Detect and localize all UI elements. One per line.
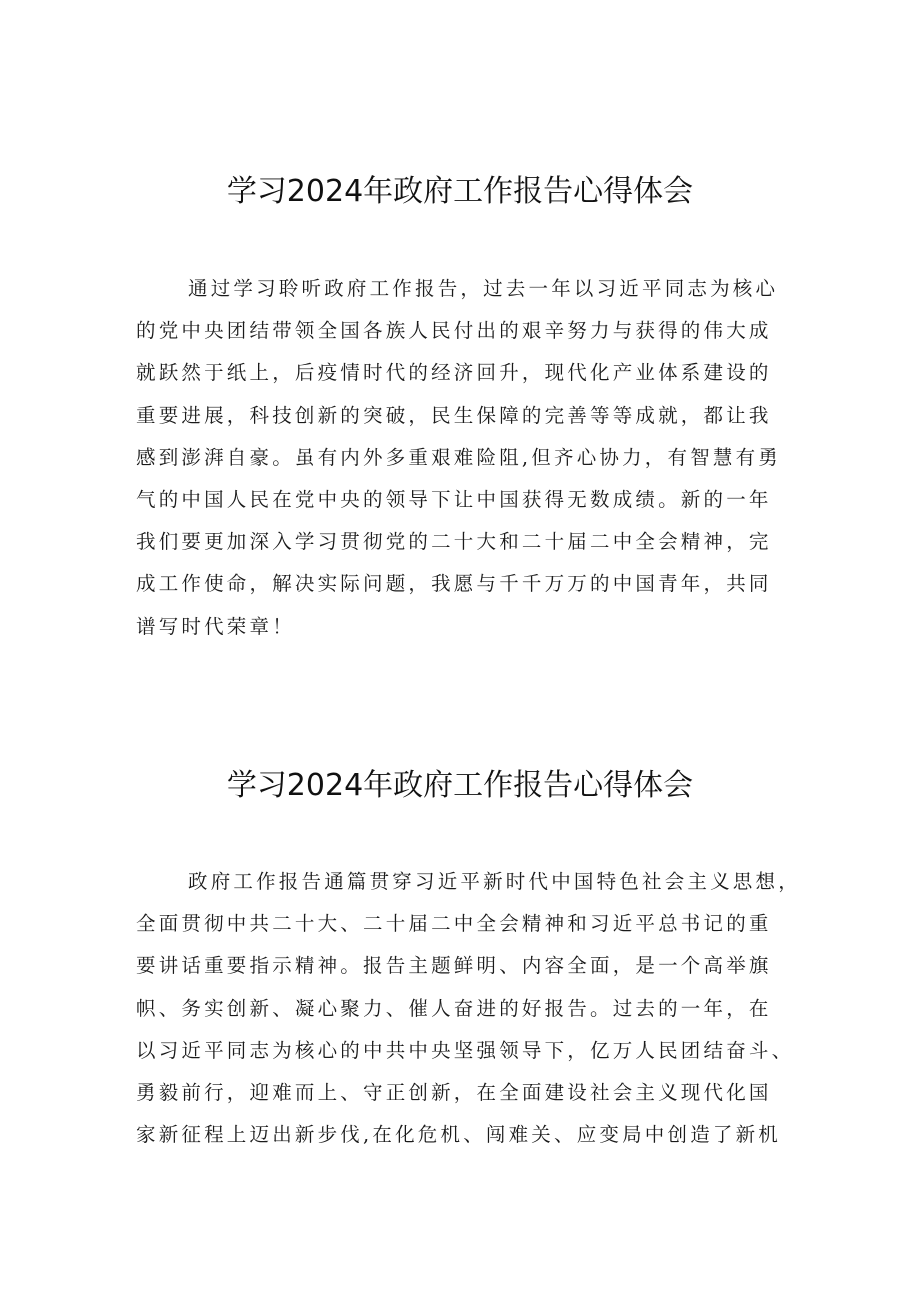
paragraph-line: 重要进展，科技创新的突破，民生保障的完善等等成就，都让我 bbox=[136, 403, 772, 427]
section-1-paragraph bbox=[136, 268, 792, 648]
paragraph-line: 全面贯彻中共二十大、二十届二中全会精神和习近平总书记的重 bbox=[136, 912, 772, 936]
section-2-paragraph bbox=[136, 861, 801, 1156]
paragraph-line: 政府工作报告通篇贯穿习近平新时代中国特色社会主义思想， bbox=[188, 870, 801, 893]
paragraph-line: 的党中央团结带领全国各族人民付出的艰辛努力与获得的伟大成 bbox=[136, 319, 772, 343]
paragraph-line: 气的中国人民在党中央的领导下让中国获得无数成绩。新的一年 bbox=[136, 488, 772, 512]
paragraph-line: 帜、务实创新、凝心聚力、催人奋进的好报告。过去的一年，在 bbox=[136, 996, 772, 1020]
paragraph-line: 感到澎湃自豪。虽有内外多重艰难险阻,但齐心协力，有智慧有勇 bbox=[136, 445, 781, 469]
paragraph-line: 谱写时代荣章！ bbox=[136, 614, 295, 638]
paragraph-line: 就跃然于纸上，后疫情时代的经济回升，现代化产业体系建设的 bbox=[136, 361, 772, 385]
paragraph-line: 以习近平同志为核心的中共中央坚强领导下，亿万人民团结奋斗、 bbox=[136, 1038, 795, 1062]
paragraph-line: 家新征程上迈出新步伐,在化危机、闯难关、应变局中创造了新机 bbox=[136, 1123, 781, 1147]
paragraph-line: 通过学习聆听政府工作报告，过去一年以习近平同志为核心 bbox=[188, 277, 779, 300]
paragraph-line: 成工作使命，解决实际问题，我愿与千千万万的中国青年，共同 bbox=[136, 572, 772, 596]
section-2-title: 学习2024年政府工作报告心得体会 bbox=[226, 768, 694, 803]
section-1-title: 学习2024年政府工作报告心得体会 bbox=[226, 174, 694, 209]
paragraph-line: 勇毅前行，迎难而上、守正创新，在全面建设社会主义现代化国 bbox=[136, 1081, 772, 1105]
paragraph-line: 要讲话重要指示精神。报告主题鲜明、内容全面，是一个高举旗 bbox=[136, 954, 772, 978]
paragraph-line: 我们要更加深入学习贯彻党的二十大和二十届二中全会精神，完 bbox=[136, 530, 772, 554]
